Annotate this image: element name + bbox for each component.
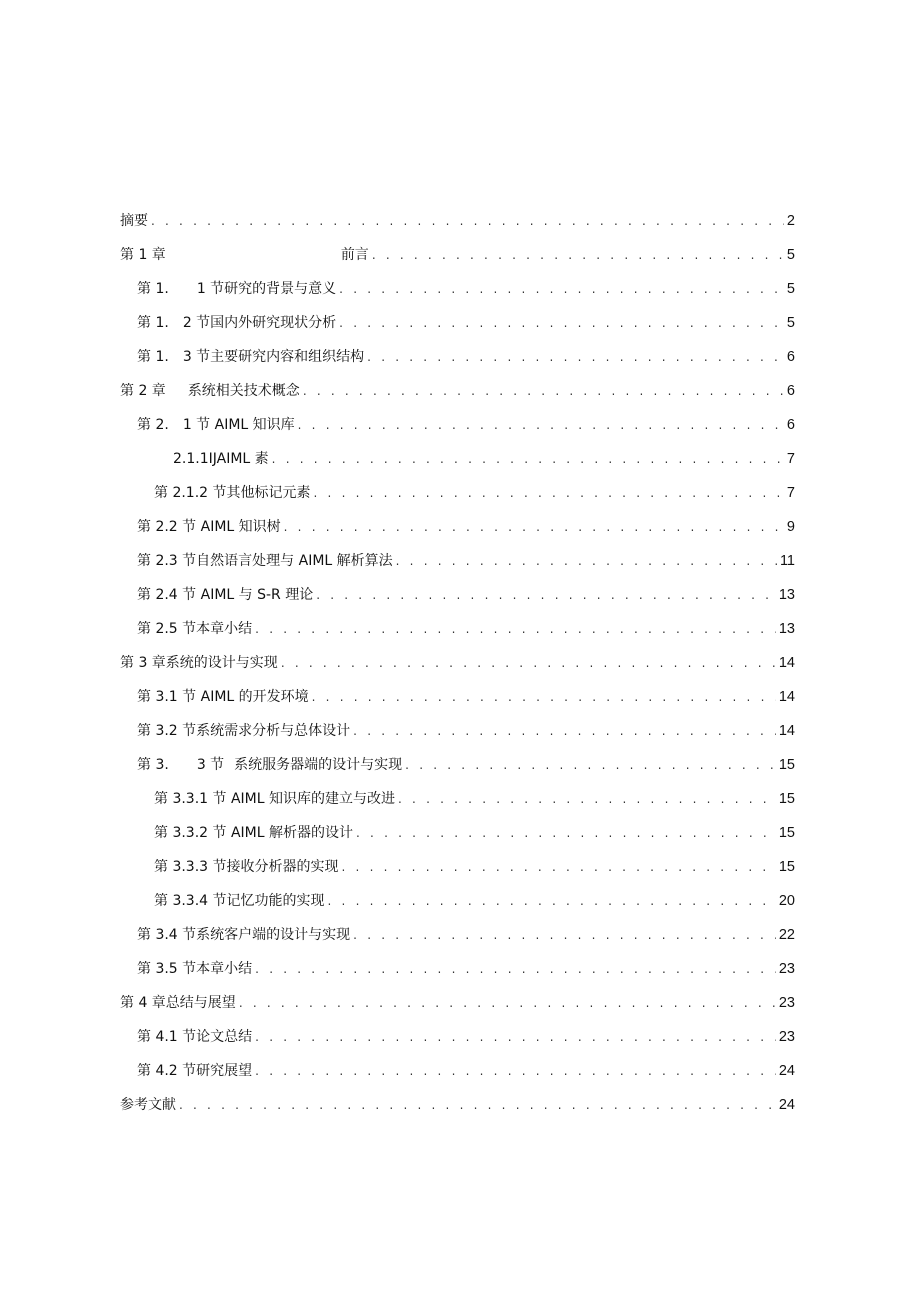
toc-entry-section-2-4[interactable] xyxy=(120,585,795,619)
toc-entry-chapter-3[interactable] xyxy=(120,653,795,687)
toc-entry-chapter-4[interactable] xyxy=(120,993,795,1027)
toc-entry-name: 系统服务器端的设计与实现 xyxy=(234,757,403,773)
toc-entry-section-2-1-1[interactable] xyxy=(120,449,795,483)
toc-dot-leader xyxy=(272,449,784,469)
toc-entry-number: 第 1. xyxy=(137,349,169,365)
toc-dot-leader xyxy=(405,755,776,775)
toc-page-number: 7 xyxy=(786,451,795,467)
toc-page-number: 23 xyxy=(778,1029,795,1045)
toc-entry-name: 前言 xyxy=(340,247,369,263)
toc-entry-name: 系统相关技术概念 xyxy=(187,383,300,399)
toc-entry-title xyxy=(137,279,336,299)
toc-dot-leader xyxy=(281,653,776,673)
toc-entry-title: 第 3.2 节系统需求分析与总体设计 xyxy=(137,723,351,739)
toc-dot-leader xyxy=(356,823,776,843)
toc-entry-number: 第 1. xyxy=(137,281,169,297)
toc-entry-section-1-3[interactable] xyxy=(120,347,795,381)
toc-entry-section-2-1[interactable] xyxy=(120,415,795,449)
toc-entry-title: 摘要 xyxy=(120,213,148,229)
toc-entry-abstract[interactable] xyxy=(120,211,795,245)
toc-dot-leader xyxy=(314,483,784,503)
toc-entry-chapter-2[interactable] xyxy=(120,381,795,415)
toc-entry-section-3-3-1[interactable] xyxy=(120,789,795,823)
toc-entry-chapter-1[interactable] xyxy=(120,245,795,279)
toc-dot-leader xyxy=(255,619,776,639)
toc-entry-title: 第 3.5 节本章小结 xyxy=(137,961,253,977)
toc-entry-title: 第 2.4 节 AIML 与 S-R 理论 xyxy=(137,587,314,603)
toc-entry-title: 第 3.3.1 节 AIML 知识库的建立与改进 xyxy=(154,791,396,807)
toc-entry-title: 第 2.3 节自然语言处理与 AIML 解析算法 xyxy=(137,553,393,569)
toc-page-number: 15 xyxy=(778,859,795,875)
toc-entry-title: 参考文献 xyxy=(120,1097,176,1113)
toc-dot-leader xyxy=(284,517,784,537)
toc-entry-section-3-4[interactable] xyxy=(120,925,795,959)
toc-page-number: 15 xyxy=(778,757,795,773)
toc-dot-leader xyxy=(239,993,776,1013)
toc-entry-title: 第 3.4 节系统客户端的设计与实现 xyxy=(137,927,351,943)
toc-entry-title xyxy=(137,755,402,775)
toc-dot-leader xyxy=(353,721,776,741)
toc-page-number: 14 xyxy=(778,723,795,739)
toc-entry-section-2-5[interactable] xyxy=(120,619,795,653)
toc-entry-title xyxy=(137,347,364,367)
toc-entry-section-2-2[interactable] xyxy=(120,517,795,551)
toc-entry-title xyxy=(120,381,300,401)
toc-page-number: 15 xyxy=(778,791,795,807)
toc-entry-title: 第 4 章总结与展望 xyxy=(120,995,236,1011)
toc-entry-number: 第 3. xyxy=(137,757,169,773)
toc-dot-leader xyxy=(339,313,784,333)
toc-entry-section-4-1[interactable] xyxy=(120,1027,795,1061)
toc-entry-title: 第 2.1.2 节其他标记元素 xyxy=(154,485,311,501)
toc-entry-title: 第 3.3.2 节 AIML 解析器的设计 xyxy=(154,825,354,841)
toc-dot-leader xyxy=(328,891,776,911)
toc-entry-section-3-3[interactable] xyxy=(120,755,795,789)
toc-entry-number: 第 1 章 xyxy=(120,247,166,263)
toc-page-number: 23 xyxy=(778,961,795,977)
toc-entry-number-suffix: 3 节 xyxy=(196,757,225,773)
toc-dot-leader xyxy=(367,347,784,367)
toc-page-number: 20 xyxy=(778,893,795,909)
toc-entry-title: 第 3.1 节 AIML 的开发环境 xyxy=(137,689,309,705)
toc-entry-section-4-2[interactable] xyxy=(120,1061,795,1095)
toc-entry-title: 第 4.1 节论文总结 xyxy=(137,1029,253,1045)
toc-dot-leader xyxy=(255,1061,776,1081)
toc-entry-name: 1 节 AIML 知识库 xyxy=(182,417,295,433)
toc-page-number: 6 xyxy=(786,383,795,399)
toc-dot-leader xyxy=(372,245,784,265)
toc-entry-title: 第 3.3.3 节接收分析器的实现 xyxy=(154,859,339,875)
toc-page-number: 6 xyxy=(786,349,795,365)
toc-entry-section-3-5[interactable] xyxy=(120,959,795,993)
toc-entry-section-3-3-4[interactable] xyxy=(120,891,795,925)
toc-page-number: 14 xyxy=(778,655,795,671)
toc-entry-title: 第 3.3.4 节记忆功能的实现 xyxy=(154,893,325,909)
toc-page-number: 5 xyxy=(786,281,795,297)
toc-page-number: 23 xyxy=(778,995,795,1011)
toc-dot-leader xyxy=(339,279,784,299)
toc-dot-leader xyxy=(398,789,776,809)
toc-entry-section-1-1[interactable] xyxy=(120,279,795,313)
toc-page-number: 24 xyxy=(778,1097,795,1113)
toc-page-number: 13 xyxy=(778,587,795,603)
toc-entry-section-3-2[interactable] xyxy=(120,721,795,755)
toc-entry-title: 2.1.1IJAIML 素 xyxy=(173,451,269,467)
toc-page-number: 15 xyxy=(778,825,795,841)
toc-dot-leader xyxy=(316,585,776,605)
toc-entry-number: 第 2 章 xyxy=(120,383,166,399)
toc-dot-leader xyxy=(151,211,784,231)
table-of-contents xyxy=(120,211,795,1129)
toc-page-number: 6 xyxy=(786,417,795,433)
toc-dot-leader xyxy=(353,925,776,945)
toc-page-number: 2 xyxy=(786,213,795,229)
toc-entry-name: 1 节研究的背景与意义 xyxy=(196,281,337,297)
toc-page-number: 5 xyxy=(786,247,795,263)
toc-entry-section-2-3[interactable] xyxy=(120,551,795,585)
toc-page-number: 13 xyxy=(778,621,795,637)
toc-entry-name: 3 节主要研究内容和组织结构 xyxy=(182,349,365,365)
toc-entry-number: 第 1. xyxy=(137,315,169,331)
toc-entry-title: 第 2.2 节 AIML 知识树 xyxy=(137,519,281,535)
toc-page-number: 24 xyxy=(778,1063,795,1079)
toc-dot-leader xyxy=(179,1095,776,1115)
toc-dot-leader xyxy=(312,687,776,707)
toc-dot-leader xyxy=(298,415,784,435)
toc-entry-title: 第 2.5 节本章小结 xyxy=(137,621,253,637)
toc-entry-section-1-2[interactable] xyxy=(120,313,795,347)
toc-entry-section-3-3-3[interactable] xyxy=(120,857,795,891)
toc-page-number: 7 xyxy=(786,485,795,501)
toc-dot-leader xyxy=(396,551,777,571)
toc-entry-section-3-3-2[interactable] xyxy=(120,823,795,857)
toc-dot-leader xyxy=(342,857,776,877)
toc-entry-name: 2 节国内外研究现状分析 xyxy=(182,315,337,331)
toc-entry-title: 第 3 章系统的设计与实现 xyxy=(120,655,278,671)
toc-entry-title xyxy=(137,313,336,333)
toc-dot-leader xyxy=(255,959,776,979)
toc-page-number: 5 xyxy=(786,315,795,331)
toc-entry-references[interactable] xyxy=(120,1095,795,1129)
toc-page-number: 11 xyxy=(779,553,795,569)
toc-page-number: 22 xyxy=(778,927,795,943)
toc-entry-title xyxy=(137,415,295,435)
toc-entry-section-2-1-2[interactable] xyxy=(120,483,795,517)
toc-dot-leader xyxy=(303,381,784,401)
toc-entry-section-3-1[interactable] xyxy=(120,687,795,721)
toc-entry-title: 第 4.2 节研究展望 xyxy=(137,1063,253,1079)
toc-entry-number: 第 2. xyxy=(137,417,169,433)
toc-entry-title xyxy=(120,245,369,265)
toc-page-number: 9 xyxy=(786,519,795,535)
toc-dot-leader xyxy=(255,1027,776,1047)
toc-page-number: 14 xyxy=(778,689,795,705)
